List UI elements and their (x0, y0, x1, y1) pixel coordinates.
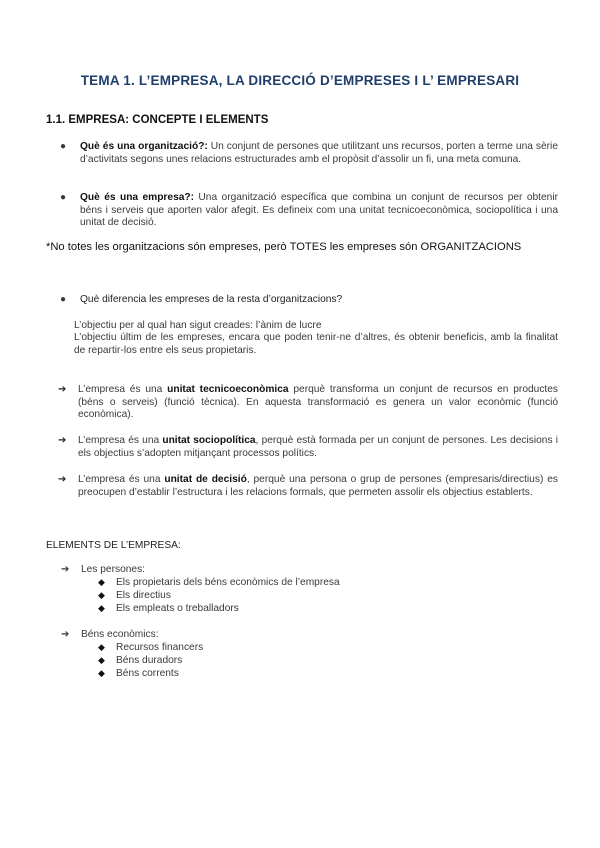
list-item (98, 655, 183, 666)
bullet-icon: ● (60, 141, 67, 152)
bullet-text: Un conjunt de persones que utilitzant uns recursos, porten a terme una sèrie d’activitats segons unes relacions estructurades amb el propòsit d’assolir un fi, una meta comuna. (80, 141, 558, 165)
arrow-text-post: perquè transforma un conjunt de recursos en productes (béns o serveis) (funció tècnica). En aquesta transformació es genera un valor econòmic (funció econòmica). (78, 384, 558, 421)
diamond-icon: ◆ (98, 590, 105, 600)
arrow-text-bold: unitat tecnicoeconòmica (167, 384, 289, 395)
arrow-text-bold: unitat de decisió (164, 474, 247, 485)
arrow-text-bold: unitat sociopolítica (162, 435, 256, 446)
diamond-icon: ◆ (98, 668, 105, 678)
note-paragraph: *No totes les organitzacions són empreses, però TOTES les empreses són ORGANITZACIONS (46, 241, 522, 253)
diamond-icon: ◆ (98, 655, 105, 665)
bullet-term: Què és una empresa?: (80, 192, 195, 203)
list-item-text: Els directius (116, 590, 171, 601)
arrow-text-post: , perquè està formada per un conjunt de persones. Les decisions i els objectius s’adopten mitjançant processos polítics. (78, 435, 558, 459)
section-heading: 1.1. EMPRESA: CONCEPTE I ELEMENTS (46, 114, 269, 126)
bullet-question (60, 294, 558, 307)
arrow-text-pre: L’empresa és una (78, 384, 168, 395)
list-item-text: Béns duradors (116, 655, 183, 666)
group-label: Béns econòmics: (81, 629, 159, 640)
arrow-icon: ➔ (58, 384, 67, 395)
diamond-icon: ◆ (98, 642, 105, 652)
page-title: TEMA 1. L’EMPRESA, LA DIRECCIÓ D’EMPRESES I L’ EMPRESARI (80, 73, 520, 88)
list-item (98, 590, 171, 601)
arrow-icon: ➔ (61, 629, 70, 640)
list-item-text: Recursos financers (116, 642, 204, 653)
bullet-empresa (60, 192, 558, 230)
bullet-icon: ● (60, 192, 67, 203)
arrow-text-pre: L’empresa és una (78, 474, 165, 485)
list-item-text: Els empleats o treballadors (116, 603, 239, 614)
arrow-icon: ➔ (58, 435, 67, 446)
answer-line-1: L’objectiu per al qual han sigut creades: l’ànim de lucre (74, 320, 322, 331)
bullet-icon: ● (60, 294, 67, 305)
diamond-icon: ◆ (98, 577, 105, 587)
bullet-organitzacio (60, 141, 558, 166)
list-item (98, 668, 179, 679)
list-item (98, 577, 340, 588)
arrow-item-sociopolitica (58, 435, 558, 460)
list-item (98, 603, 239, 614)
list-item (98, 642, 204, 653)
arrow-item-decisio (58, 474, 558, 499)
diamond-icon: ◆ (98, 603, 105, 613)
arrow-text-pre: L’empresa és una (78, 435, 163, 446)
group-bens (61, 629, 159, 640)
question-text: Què diferencia les empreses de la resta d’organitzacions? (80, 294, 343, 305)
arrow-icon: ➔ (61, 564, 70, 575)
bullet-term: Què és una organització?: (80, 141, 208, 152)
answer-line-2: L’objectiu últim de les empreses, encara que poden tenir-ne d’altres, és obtenir beneficis, amb la finalitat de repartir-los entre els seus propietaris. (74, 332, 558, 356)
group-label: Les persones: (81, 564, 145, 575)
arrow-icon: ➔ (58, 474, 67, 485)
arrow-text-post: , perquè una persona o grup de persones (empresaris/directius) es preocupen d’establir l’estructura i les relacions formals, que permeten assolir els objectius establerts. (78, 474, 558, 498)
group-persones (61, 564, 145, 575)
list-item-text: Els propietaris dels béns econòmics de l’empresa (116, 577, 340, 588)
arrow-item-tecnicoeconomica (58, 384, 558, 422)
list-item-text: Béns corrents (116, 668, 179, 679)
elements-heading: ELEMENTS DE L’EMPRESA: (46, 540, 181, 551)
bullet-text: Una organització específica que combina un conjunt de recursos per obtenir béns i serveis que aporten valor afegit. Es defineix com una unitat tecnicoeconòmica, sociopolítica i una unitat de decisió. (80, 192, 558, 229)
